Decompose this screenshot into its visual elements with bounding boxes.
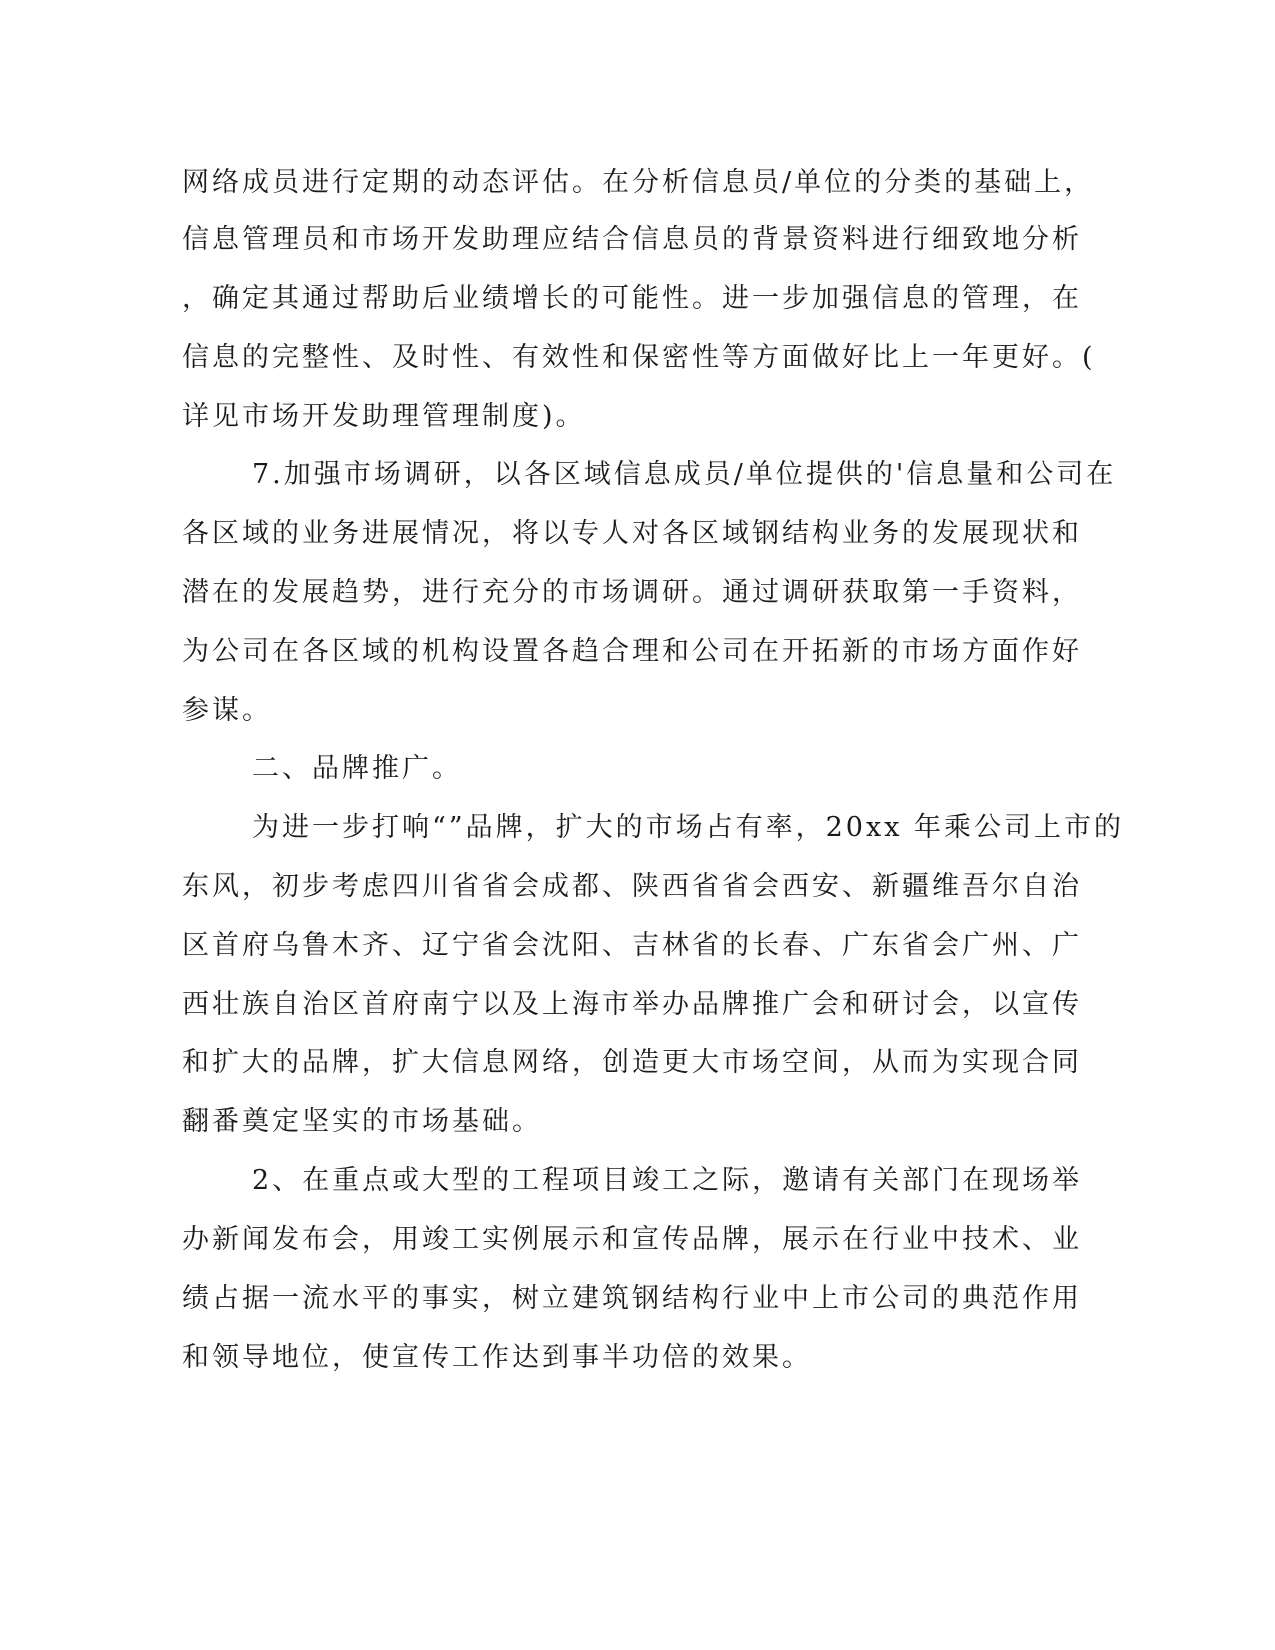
text-line: 2、在重点或大型的工程项目竣工之际，邀请有关部门在现场举 bbox=[252, 1165, 1083, 1196]
text-line: 参谋。 bbox=[182, 695, 272, 726]
text-line: 详见市场开发助理管理制度)。 bbox=[182, 401, 586, 432]
text-line: 潜在的发展趋势，进行充分的市场调研。通过调研获取第一手资料， bbox=[182, 577, 1082, 608]
text-line: 区首府乌鲁木齐、辽宁省会沈阳、吉林省的长春、广东省会广州、广 bbox=[182, 930, 1082, 961]
text-line: 为进一步打响“”品牌，扩大的市场占有率，20xx 年乘公司上市的 bbox=[252, 812, 1124, 843]
text-line: 办新闻发布会，用竣工实例展示和宣传品牌，展示在行业中技术、业 bbox=[182, 1224, 1082, 1255]
text-line: 各区域的业务进展情况，将以专人对各区域钢结构业务的发展现状和 bbox=[182, 518, 1082, 549]
text-line: 东风，初步考虑四川省省会成都、陕西省省会西安、新疆维吾尔自治 bbox=[182, 871, 1082, 902]
text-line: 绩占据一流水平的事实，树立建筑钢结构行业中上市公司的典范作用 bbox=[182, 1283, 1082, 1314]
text-line: 网络成员进行定期的动态评估。在分析信息员/单位的分类的基础上， bbox=[182, 167, 1095, 198]
text-line: 为公司在各区域的机构设置各趋合理和公司在开拓新的市场方面作好 bbox=[182, 636, 1082, 667]
text-line: 信息管理员和市场开发助理应结合信息员的背景资料进行细致地分析 bbox=[182, 224, 1082, 255]
text-line: 西壮族自治区首府南宁以及上海市举办品牌推广会和研讨会，以宣传 bbox=[182, 989, 1082, 1020]
text-line: 信息的完整性、及时性、有效性和保密性等方面做好比上一年更好。( bbox=[182, 342, 1096, 373]
text-line: 和扩大的品牌，扩大信息网络，创造更大市场空间，从而为实现合同 bbox=[182, 1047, 1082, 1078]
text-line: 和领导地位，使宣传工作达到事半功倍的效果。 bbox=[182, 1342, 812, 1373]
text-line: 翻番奠定坚实的市场基础。 bbox=[182, 1106, 542, 1137]
text-line: ，确定其通过帮助后业绩增长的可能性。进一步加强信息的管理，在 bbox=[182, 283, 1082, 314]
section-heading: 二、品牌推广。 bbox=[252, 753, 462, 784]
text-line: 7.加强市场调研，以各区域信息成员/单位提供的'信息量和公司在 bbox=[252, 459, 1117, 490]
